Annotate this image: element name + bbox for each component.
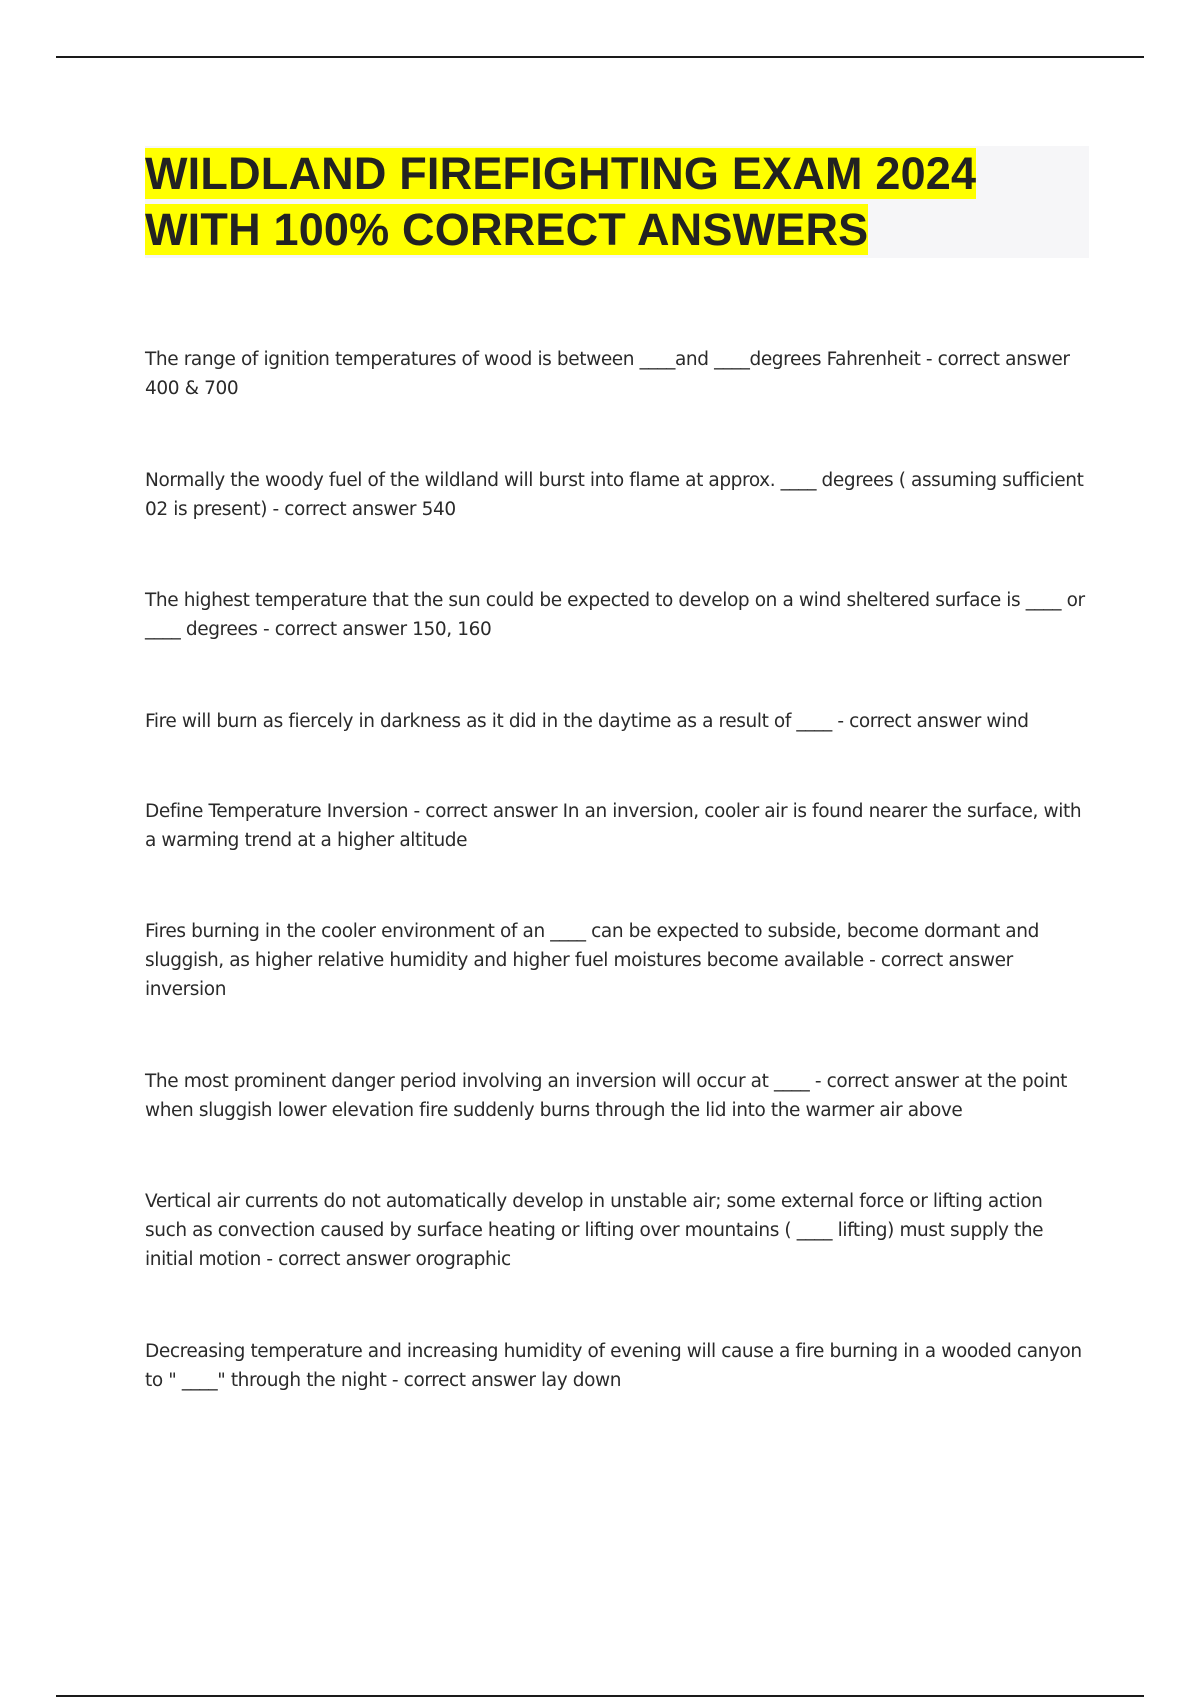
qa-item-7: The most prominent danger period involving an inversion will occur at ____ - correct answer at the point when sluggish lower elevation fire suddenly burns through the lid into the warmer air above	[145, 1071, 1068, 1121]
qa-item-3: The highest temperature that the sun could be expected to develop on a wind sheltered surface is ____ or ____ degrees - correct answer 150, 160	[145, 590, 1085, 640]
qa-item-5: Define Temperature Inversion - correct answer In an inversion, cooler air is found nearer the surface, with a warming trend at a higher altitude	[145, 801, 1082, 851]
qa-item-6: Fires burning in the cooler environment of an ____ can be expected to subside, become dormant and sluggish, as higher relative humidity and higher fuel moistures become available - correct answer inversion	[145, 921, 1039, 1000]
qa-item-8: Vertical air currents do not automatically develop in unstable air; some external force or lifting action such as convection caused by surface heating or lifting over mountains ( ____ lifting) must supply the initial motion - correct answer orographic	[145, 1191, 1044, 1270]
title-block	[145, 146, 1089, 258]
top-rule	[56, 56, 1144, 58]
title-line-2: WITH 100% CORRECT ANSWERS	[145, 204, 869, 255]
title-line-1: WILDLAND FIREFIGHTING EXAM 2024	[145, 148, 977, 199]
qa-item-1: The range of ignition temperatures of wood is between ____and ____degrees Fahrenheit - correct answer 400 & 700	[145, 349, 1070, 399]
qa-item-2: Normally the woody fuel of the wildland will burst into flame at approx. ____ degrees ( assuming sufficient 02 is present) - correct answer 540	[145, 470, 1084, 520]
document-title	[145, 146, 1089, 258]
qa-item-9: Decreasing temperature and increasing humidity of evening will cause a fire burning in a wooded canyon to " ____" through the night - correct answer lay down	[145, 1341, 1082, 1391]
bottom-rule	[56, 1695, 1144, 1697]
qa-item-4: Fire will burn as fiercely in darkness as it did in the daytime as a result of ____ - correct answer wind	[145, 711, 1029, 732]
